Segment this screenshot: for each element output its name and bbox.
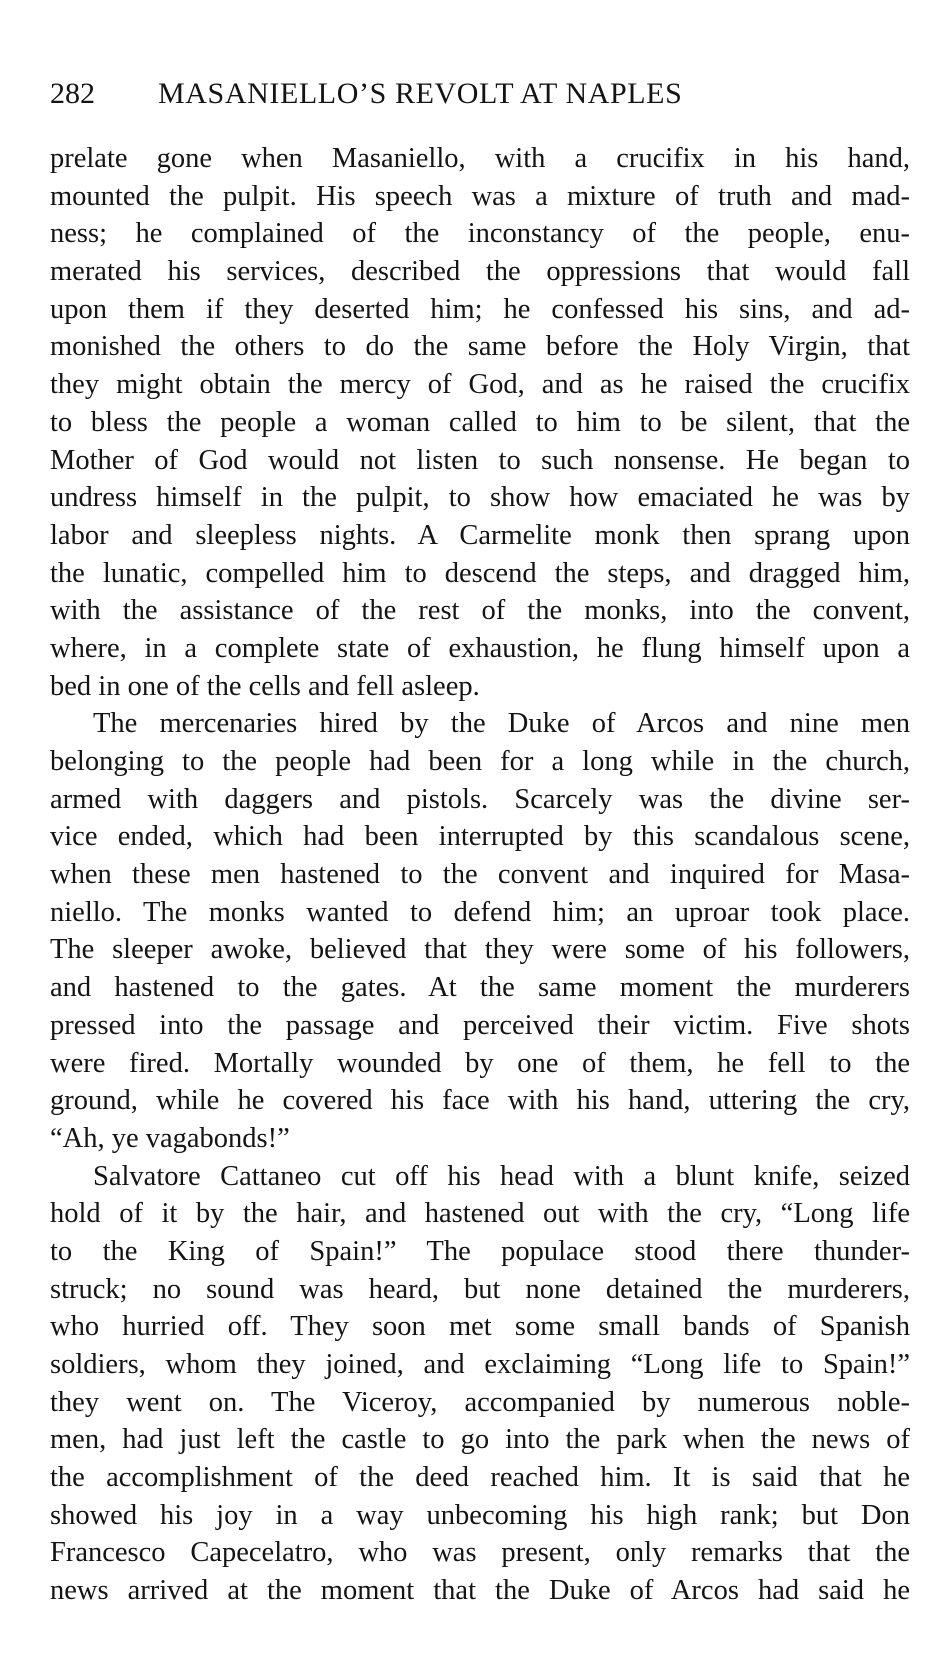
running-title: MASANIELLO’S REVOLT AT NAPLES xyxy=(158,77,683,110)
text-line: hold of it by the hair, and hastened out with the cry, “Long life xyxy=(50,1198,910,1230)
text-line: the lunatic, compelled him to descend the steps, and dragged him, xyxy=(50,557,910,589)
text-line: when these men hastened to the convent and inquired for Masa- xyxy=(50,859,910,891)
page-number: 282 xyxy=(50,77,95,110)
text-line: to bless the people a woman called to him to be silent, that the xyxy=(50,406,910,438)
text-line: Francesco Capecelatro, who was present, only remarks that the xyxy=(50,1537,910,1569)
paragraph xyxy=(50,1158,910,1610)
text-line: undress himself in the pulpit, to show how emaciated he was by xyxy=(50,482,910,514)
text-line: niello. The monks wanted to defend him; an uproar took place. xyxy=(50,896,910,928)
text-line: showed his joy in a way unbecoming his high rank; but Don xyxy=(50,1499,910,1531)
text-line: ground, while he covered his face with his hand, uttering the cry, xyxy=(50,1085,910,1117)
text-line: with the assistance of the rest of the monks, into the convent, xyxy=(50,595,910,627)
text-line: to the King of Spain!” The populace stood there thunder- xyxy=(50,1235,910,1267)
text-line: mounted the pulpit. His speech was a mixture of truth and mad- xyxy=(50,180,910,212)
text-line: merated his services, described the oppressions that would fall xyxy=(50,256,910,288)
paragraph xyxy=(50,705,910,1157)
text-line: The sleeper awoke, believed that they were some of his followers, xyxy=(50,934,910,966)
text-line: The mercenaries hired by the Duke of Arcos and nine men xyxy=(93,708,910,740)
text-line: prelate gone when Masaniello, with a crucifix in his hand, xyxy=(50,143,910,174)
text-line: struck; no sound was heard, but none detained the murderers, xyxy=(50,1273,910,1305)
text-line: and hastened to the gates. At the same moment the murderers xyxy=(50,972,910,1004)
text-line: Salvatore Cattaneo cut off his head with a blunt knife, seized xyxy=(93,1160,910,1192)
text-line: monished the others to do the same before the Holy Virgin, that xyxy=(50,331,910,363)
text-line: pressed into the passage and perceived their victim. Five shots xyxy=(50,1009,910,1041)
text-line: who hurried off. They soon met some small bands of Spanish xyxy=(50,1311,910,1343)
text-line: “Ah, ye vagabonds!” xyxy=(50,1122,290,1154)
text-line: soldiers, whom they joined, and exclaiming “Long life to Spain!” xyxy=(50,1349,910,1380)
text-line: labor and sleepless nights. A Carmelite monk then sprang upon xyxy=(50,519,910,551)
text-line: men, had just left the castle to go into the park when the news of xyxy=(50,1424,910,1456)
text-line: where, in a complete state of exhaustion, he flung himself upon a xyxy=(50,632,910,664)
text-line: they went on. The Viceroy, accompanied by numerous noble- xyxy=(50,1386,910,1418)
paragraph xyxy=(50,140,910,705)
text-line: the accomplishment of the deed reached him. It is said that he xyxy=(50,1462,910,1494)
text-line: they might obtain the mercy of God, and as he raised the crucifix xyxy=(50,369,910,401)
text-line: Mother of God would not listen to such nonsense. He began to xyxy=(50,444,910,476)
body-text xyxy=(50,140,910,1610)
running-header xyxy=(50,72,910,116)
text-line: ness; he complained of the inconstancy of the people, enu- xyxy=(50,218,910,250)
text-line: vice ended, which had been interrupted by this scandalous scene, xyxy=(50,821,910,853)
text-line: upon them if they deserted him; he confessed his sins, and ad- xyxy=(50,293,910,325)
text-line: bed in one of the cells and fell asleep. xyxy=(50,670,480,702)
text-line: belonging to the people had been for a long while in the church, xyxy=(50,746,910,777)
text-line: armed with daggers and pistols. Scarcely was the divine ser- xyxy=(50,783,910,815)
text-line: news arrived at the moment that the Duke of Arcos had said he xyxy=(50,1575,910,1607)
text-line: were fired. Mortally wounded by one of them, he fell to the xyxy=(50,1047,910,1079)
